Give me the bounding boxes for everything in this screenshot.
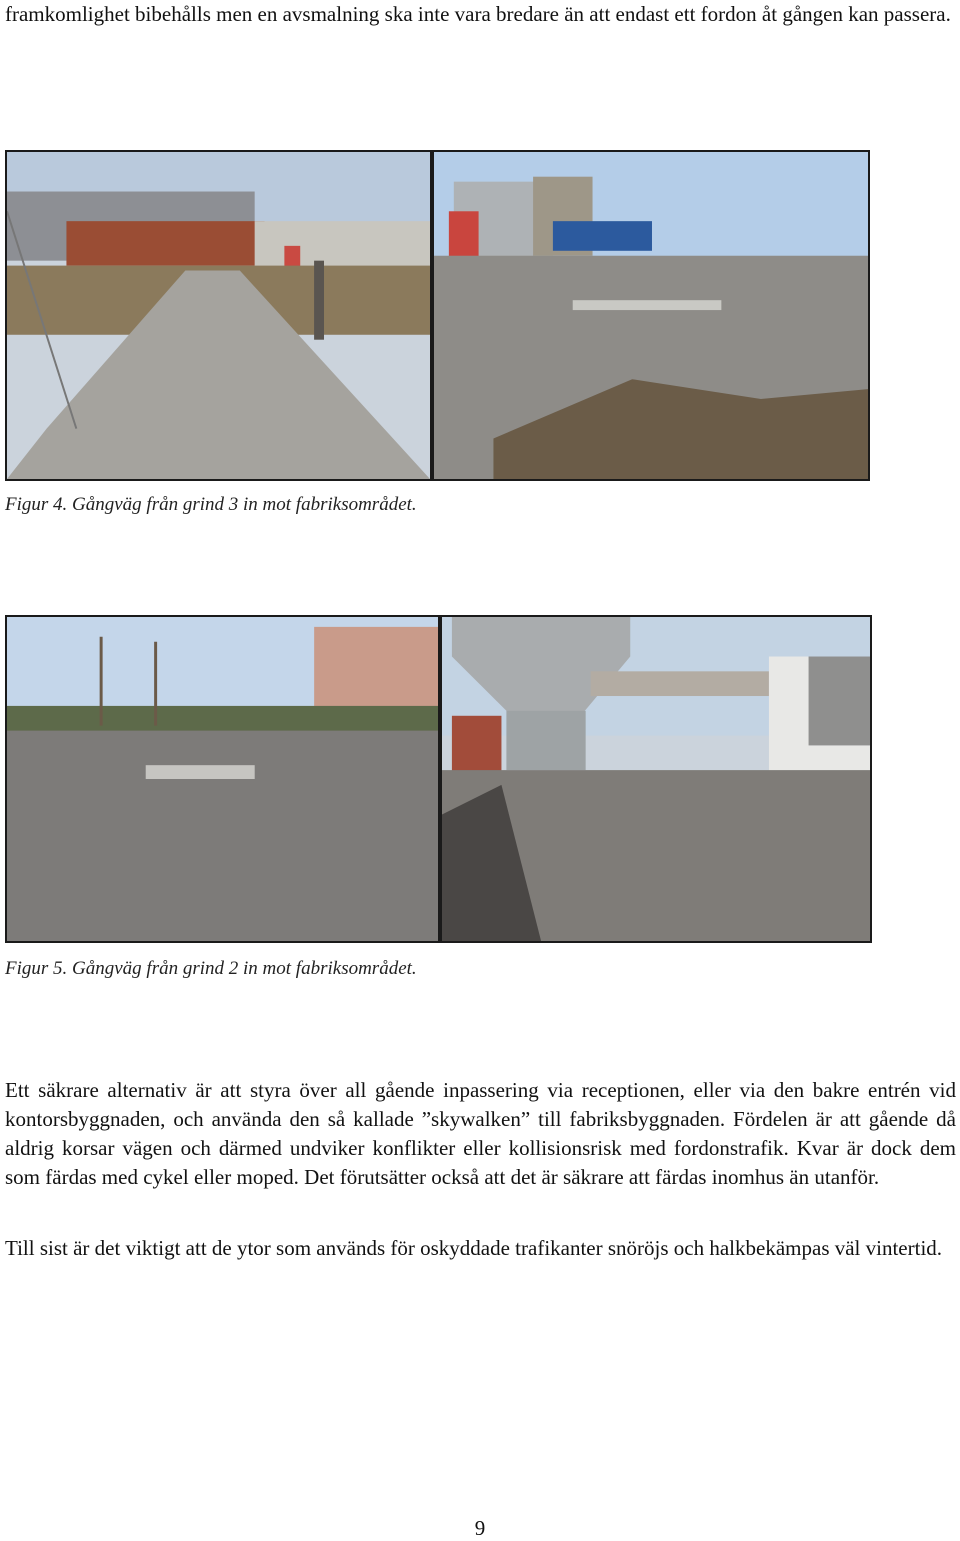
photo-crossing-gate2	[5, 615, 440, 943]
page-number: 9	[474, 1516, 486, 1540]
intro-paragraph: framkomlighet bibehålls men en avsmalning ska inte vara bredare än att endast ett fordon åt gången kan passera.	[5, 2, 951, 26]
figure4-caption: Figur 4. Gångväg från grind 3 in mot fabriksområdet.	[5, 494, 417, 515]
photo-road-gate3	[432, 150, 870, 481]
photo-silo-truck-gate2	[440, 615, 872, 943]
body-paragraph-2: Till sist är det viktigt att de ytor som används för oskyddade trafikanter snöröjs och halkbekämpas väl vintertid.	[5, 1236, 943, 1260]
figure5-caption: Figur 5. Gångväg från grind 2 in mot fabriksområdet.	[5, 958, 417, 979]
photo-footpath-gate3	[5, 150, 432, 481]
body-paragraph-1: Ett säkrare alternativ är att styra över all gående inpassering via receptionen, eller via den bakre entrén vid kontorsbyggnaden, och använda den så kallade ”skywalken” till fabriksbyggnaden. Fördelen är att gående då aldrig korsar vägen och därmed undviker konflikter eller kollisionsrisk med fordonstrafik. Kvar är dock dem som färdas med cykel eller moped. Det förutsätter också att det är säkrare att färdas inomhus än utanför.	[5, 1078, 956, 1189]
